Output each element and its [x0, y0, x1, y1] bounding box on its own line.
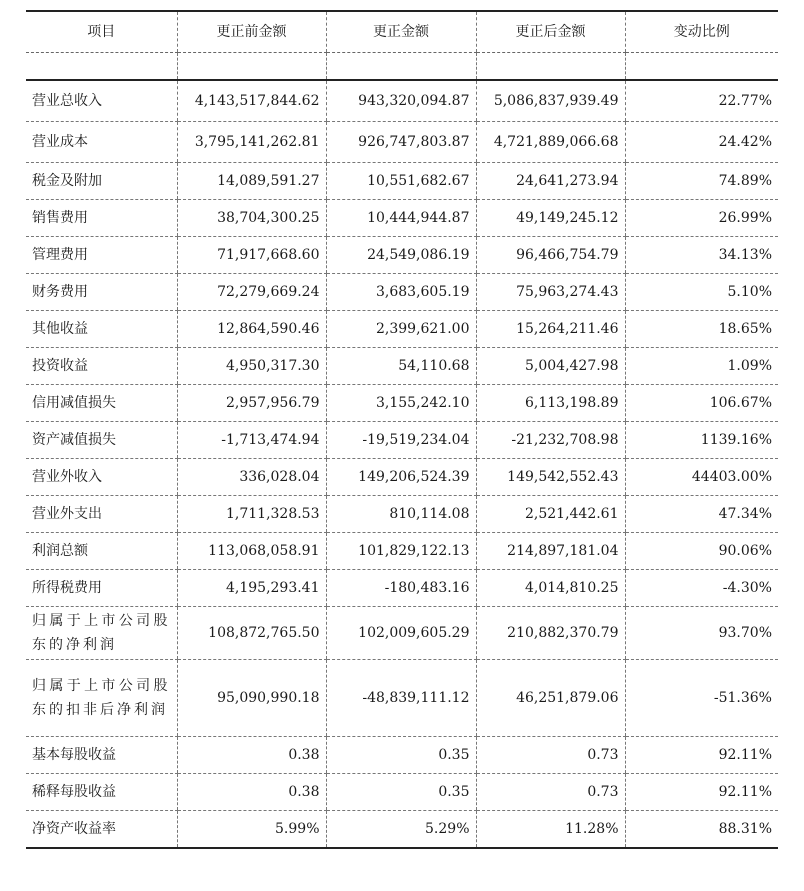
- item-cell: 投资收益: [26, 348, 177, 385]
- correction-cell: -48,839,111.12: [326, 660, 476, 737]
- item-cell: 归属于上市公司股东的净利润: [26, 607, 177, 660]
- before-cell: 1,711,328.53: [177, 496, 326, 533]
- change-cell: 1139.16%: [625, 422, 778, 459]
- after-cell: 214,897,181.04: [476, 533, 625, 570]
- correction-cell: 3,155,242.10: [326, 385, 476, 422]
- before-cell: 5.99%: [177, 811, 326, 849]
- change-cell: 106.67%: [625, 385, 778, 422]
- change-cell: 18.65%: [625, 311, 778, 348]
- before-cell: 72,279,669.24: [177, 274, 326, 311]
- item-cell: 营业外支出: [26, 496, 177, 533]
- before-cell: 0.38: [177, 774, 326, 811]
- change-cell: 24.42%: [625, 122, 778, 163]
- after-cell: 96,466,754.79: [476, 237, 625, 274]
- table-body: [26, 53, 778, 849]
- before-cell: 3,795,141,262.81: [177, 122, 326, 163]
- change-cell: 74.89%: [625, 163, 778, 200]
- item-cell: 信用减值损失: [26, 385, 177, 422]
- change-cell: 93.70%: [625, 607, 778, 660]
- table-row: [26, 660, 778, 737]
- table-row: [26, 811, 778, 849]
- before-cell: 12,864,590.46: [177, 311, 326, 348]
- correction-cell: 10,551,682.67: [326, 163, 476, 200]
- after-cell: 5,086,837,939.49: [476, 80, 625, 122]
- item-cell: 营业外收入: [26, 459, 177, 496]
- correction-cell: -180,483.16: [326, 570, 476, 607]
- table-row: [26, 200, 778, 237]
- correction-cell: 5.29%: [326, 811, 476, 849]
- header-row: [26, 11, 778, 53]
- correction-cell: 10,444,944.87: [326, 200, 476, 237]
- table-row: [26, 385, 778, 422]
- table-row: [26, 80, 778, 122]
- correction-cell: 149,206,524.39: [326, 459, 476, 496]
- table-row: [26, 122, 778, 163]
- table-row: [26, 274, 778, 311]
- item-cell: 财务费用: [26, 274, 177, 311]
- before-cell: 14,089,591.27: [177, 163, 326, 200]
- after-cell: 5,004,427.98: [476, 348, 625, 385]
- correction-cell: 102,009,605.29: [326, 607, 476, 660]
- before-cell: 2,957,956.79: [177, 385, 326, 422]
- header-before: 更正前金额: [177, 11, 326, 53]
- table-row: [26, 237, 778, 274]
- item-cell: 营业总收入: [26, 80, 177, 122]
- after-cell: 210,882,370.79: [476, 607, 625, 660]
- correction-table-container: [26, 10, 778, 849]
- item-cell: 资产减值损失: [26, 422, 177, 459]
- after-cell: 2,521,442.61: [476, 496, 625, 533]
- before-cell: 71,917,668.60: [177, 237, 326, 274]
- before-cell: 0.38: [177, 737, 326, 774]
- table-row: [26, 311, 778, 348]
- correction-cell: 101,829,122.13: [326, 533, 476, 570]
- item-cell: 归属于上市公司股东的扣非后净利润: [26, 660, 177, 737]
- table-row: [26, 570, 778, 607]
- header-correction: 更正金额: [326, 11, 476, 53]
- after-cell: -21,232,708.98: [476, 422, 625, 459]
- before-cell: 4,195,293.41: [177, 570, 326, 607]
- correction-cell: 2,399,621.00: [326, 311, 476, 348]
- item-cell: 基本每股收益: [26, 737, 177, 774]
- after-cell: 24,641,273.94: [476, 163, 625, 200]
- after-cell: 75,963,274.43: [476, 274, 625, 311]
- item-cell: 税金及附加: [26, 163, 177, 200]
- spacer-row: [26, 53, 778, 81]
- change-cell: 90.06%: [625, 533, 778, 570]
- correction-table: [26, 10, 778, 849]
- item-cell: 其他收益: [26, 311, 177, 348]
- after-cell: 149,542,552.43: [476, 459, 625, 496]
- after-cell: 15,264,211.46: [476, 311, 625, 348]
- change-cell: 26.99%: [625, 200, 778, 237]
- table-row: [26, 774, 778, 811]
- before-cell: 4,143,517,844.62: [177, 80, 326, 122]
- table-row: [26, 607, 778, 660]
- before-cell: 108,872,765.50: [177, 607, 326, 660]
- item-cell: 管理费用: [26, 237, 177, 274]
- correction-cell: 54,110.68: [326, 348, 476, 385]
- correction-cell: -19,519,234.04: [326, 422, 476, 459]
- header-item: 项目: [26, 11, 177, 53]
- item-cell: 稀释每股收益: [26, 774, 177, 811]
- before-cell: 4,950,317.30: [177, 348, 326, 385]
- change-cell: 44403.00%: [625, 459, 778, 496]
- before-cell: 95,090,990.18: [177, 660, 326, 737]
- after-cell: 4,014,810.25: [476, 570, 625, 607]
- item-cell: 利润总额: [26, 533, 177, 570]
- table-row: [26, 737, 778, 774]
- after-cell: 6,113,198.89: [476, 385, 625, 422]
- table-row: [26, 163, 778, 200]
- change-cell: 1.09%: [625, 348, 778, 385]
- after-cell: 4,721,889,066.68: [476, 122, 625, 163]
- header-after: 更正后金额: [476, 11, 625, 53]
- change-cell: 92.11%: [625, 774, 778, 811]
- before-cell: 38,704,300.25: [177, 200, 326, 237]
- after-cell: 11.28%: [476, 811, 625, 849]
- change-cell: 47.34%: [625, 496, 778, 533]
- change-cell: -51.36%: [625, 660, 778, 737]
- item-cell: 销售费用: [26, 200, 177, 237]
- change-cell: 22.77%: [625, 80, 778, 122]
- correction-cell: 0.35: [326, 737, 476, 774]
- item-cell: 营业成本: [26, 122, 177, 163]
- after-cell: 46,251,879.06: [476, 660, 625, 737]
- after-cell: 0.73: [476, 774, 625, 811]
- table-row: [26, 422, 778, 459]
- after-cell: 49,149,245.12: [476, 200, 625, 237]
- change-cell: 92.11%: [625, 737, 778, 774]
- correction-cell: 24,549,086.19: [326, 237, 476, 274]
- change-cell: 5.10%: [625, 274, 778, 311]
- header-change: 变动比例: [625, 11, 778, 53]
- table-row: [26, 348, 778, 385]
- before-cell: 113,068,058.91: [177, 533, 326, 570]
- item-cell: 净资产收益率: [26, 811, 177, 849]
- before-cell: -1,713,474.94: [177, 422, 326, 459]
- correction-cell: 943,320,094.87: [326, 80, 476, 122]
- item-cell: 所得税费用: [26, 570, 177, 607]
- table-row: [26, 496, 778, 533]
- change-cell: -4.30%: [625, 570, 778, 607]
- correction-cell: 0.35: [326, 774, 476, 811]
- correction-cell: 926,747,803.87: [326, 122, 476, 163]
- correction-cell: 3,683,605.19: [326, 274, 476, 311]
- before-cell: 336,028.04: [177, 459, 326, 496]
- table-row: [26, 533, 778, 570]
- after-cell: 0.73: [476, 737, 625, 774]
- correction-cell: 810,114.08: [326, 496, 476, 533]
- change-cell: 34.13%: [625, 237, 778, 274]
- table-row: [26, 459, 778, 496]
- table-header: [26, 11, 778, 53]
- change-cell: 88.31%: [625, 811, 778, 849]
